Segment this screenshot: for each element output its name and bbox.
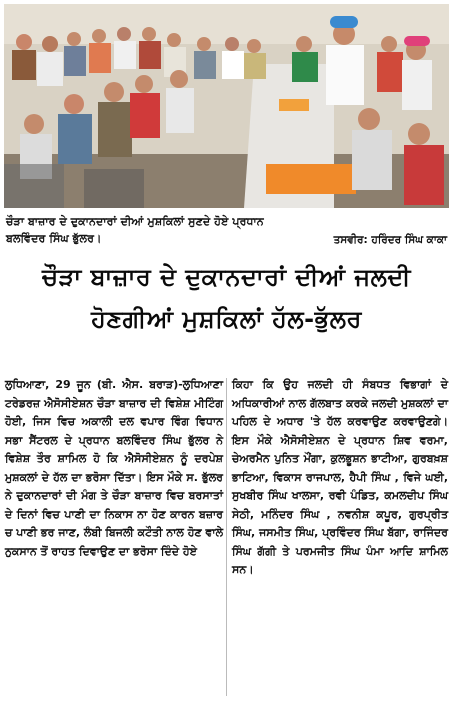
column-divider — [226, 378, 227, 696]
headline-line-1: ਚੌੜਾ ਬਾਜ਼ਾਰ ਦੇ ਦੁਕਾਨਦਾਰਾਂ ਦੀਆਂ ਜਲਦੀ — [42, 263, 411, 291]
article-column-left — [5, 376, 223, 561]
news-photo — [4, 4, 449, 208]
photo-credit: ਤਸਵੀਰ: ਹਰਿੰਦਰ ਸਿੰਘ ਕਾਕਾ — [333, 234, 447, 246]
headline-line-2: ਹੋਣਗੀਆਂ ਮੁਸ਼ਕਿਲਾਂ ਹੱਲ-ਭੁੱਲਰ — [91, 305, 362, 333]
article-text-left: ਲੁਧਿਆਣਾ, 29 ਜੂਨ (ਬੀ. ਐਸ. ਬਰਾੜ)-ਲੁਧਿਆਣਾ ਟਰੇਡਰਜ਼ ਐਸੋਸੀਏਸ਼ਨ ਚੌੜਾ ਬਾਜ਼ਾਰ ਦੀ ਵਿਸ਼ੇਸ਼ ਮੀਟਿੰਗ ਹੋਈ, ਜਿਸ ਵਿਚ ਅਕਾਲੀ ਦਲ ਵਪਾਰ ਵਿੰਗ ਵਿਧਾਨ ਸਭਾ ਸੈਂਟਰਲ ਦੇ ਪ੍ਰਧਾਨ ਬਲਵਿੰਦਰ ਸਿੰਘ ਭੁੱਲਰ ਨੇ ਵਿਸ਼ੇਸ਼ ਤੌਰ ਸ਼ਾਮਿਲ ਹੋ ਕਿ ਐਸੋਸੀਏਸ਼ਨ ਨੂੰ ਦਰਪੇਸ਼ ਮੁਸ਼ਕਲਾਂ ਦੇ ਹੱਲ ਦਾ ਭਰੋਸਾ ਦਿੱਤਾ। ਇਸ ਮੌਕੇ ਸ. ਭੁੱਲਰ ਨੇ ਦੁਕਾਨਦਾਰਾਂ ਦੀ ਮੰਗ ਤੇ ਚੌੜਾ ਬਾਜ਼ਾਰ ਵਿਚ ਬਰਸਾਤਾਂ ਦੇ ਦਿਨਾਂ ਵਿਚ ਪਾਣੀ ਦਾ ਨਿਕਾਸ ਨਾ ਹੋਣ ਕਾਰਨ ਬਜ਼ਾਰ ਚ ਪਾਣੀ ਭਰ ਜਾਣ, ਲੰਬੀ ਬਿਜਲੀ ਕਟੌਤੀ ਨਾਲ ਹੋਣ ਵਾਲੇ ਨੁਕਸਾਨ ਤੋਂ ਰਾਹਤ ਦਿਵਾਉਣ ਦਾ ਭਰੋਸਾ ਦਿੰਦੇ ਹੋਏ — [5, 378, 223, 558]
article-text-right: ਕਿਹਾ ਕਿ ਉਹ ਜਲਦੀ ਹੀ ਸੰਬਧਤ ਵਿਭਾਗਾਂ ਦੇ ਅਧਿਕਾਰੀਆਂ ਨਾਲ ਗੱਲਬਾਤ ਕਰਕੇ ਜਲਦੀ ਮੁਸ਼ਕਲਾਂ ਦਾ ਪਹਿਲ ਦੇ ਅਧਾਰ 'ਤੇ ਹੱਲ ਕਰਵਾਉਣ ਕਰਵਾਉਣਗੇ। ਇਸ ਮੌਕੇ ਐਸੋਸੀਏਸ਼ਨ ਦੇ ਪ੍ਰਧਾਨ ਸ਼ਿਵ ਵਰਮਾ, ਚੇਅਰਮੈਨ ਪੁਨਿਤ ਮੌਂਗਾ, ਕੁਲਭੂਸ਼ਨ ਭਾਟੀਆ, ਗੁਰਬਖ਼ਸ਼ ਭਾਟਿਆ, ਵਿਕਾਸ ਰਾਜਪਾਲ, ਹੈਪੀ ਸਿੰਘ , ਵਿਜੇ ਘਈ, ਸੁਖਬੀਰ ਸਿੰਘ ਖਾਲਸਾ, ਰਵੀ ਪੰਡਿਤ, ਕਮਲਦੀਪ ਸਿੰਘ ਸੇਠੀ, ਮਨਿੰਦਰ ਸਿੰਘ , ਨਵਨੀਸ਼ ਕਪੂਰ, ਗੁਰਪ੍ਰੀਤ ਸਿੰਘ, ਜਸਮੀਤ ਸਿੰਘ, ਪ੍ਰਵਿੰਦਰ ਸਿੰਘ ਬੱਗਾ, ਰਾਜਿੰਦਰ ਸਿੰਘ ਗੱਗੀ ਤੇ ਪਰਮਜੀਤ ਸਿੰਘ ਪੰਮਾ ਆਦਿ ਸ਼ਾਮਿਲ ਸਨ। — [232, 378, 448, 576]
article-column-right — [232, 376, 448, 580]
caption-line-1: ਚੌੜਾ ਬਾਜ਼ਾਰ ਦੇ ਦੁਕਾਨਦਾਰਾਂ ਦੀਆਂ ਮੁਸ਼ਕਿਲਾਂ ਸੁਣਦੇ ਹੋਏ ਪ੍ਰਧਾਨ — [6, 215, 264, 228]
caption-line-2: ਬਲਵਿੰਦਰ ਸਿੰਘ ਭੁੱਲਰ। — [6, 232, 102, 245]
headline — [0, 256, 453, 340]
